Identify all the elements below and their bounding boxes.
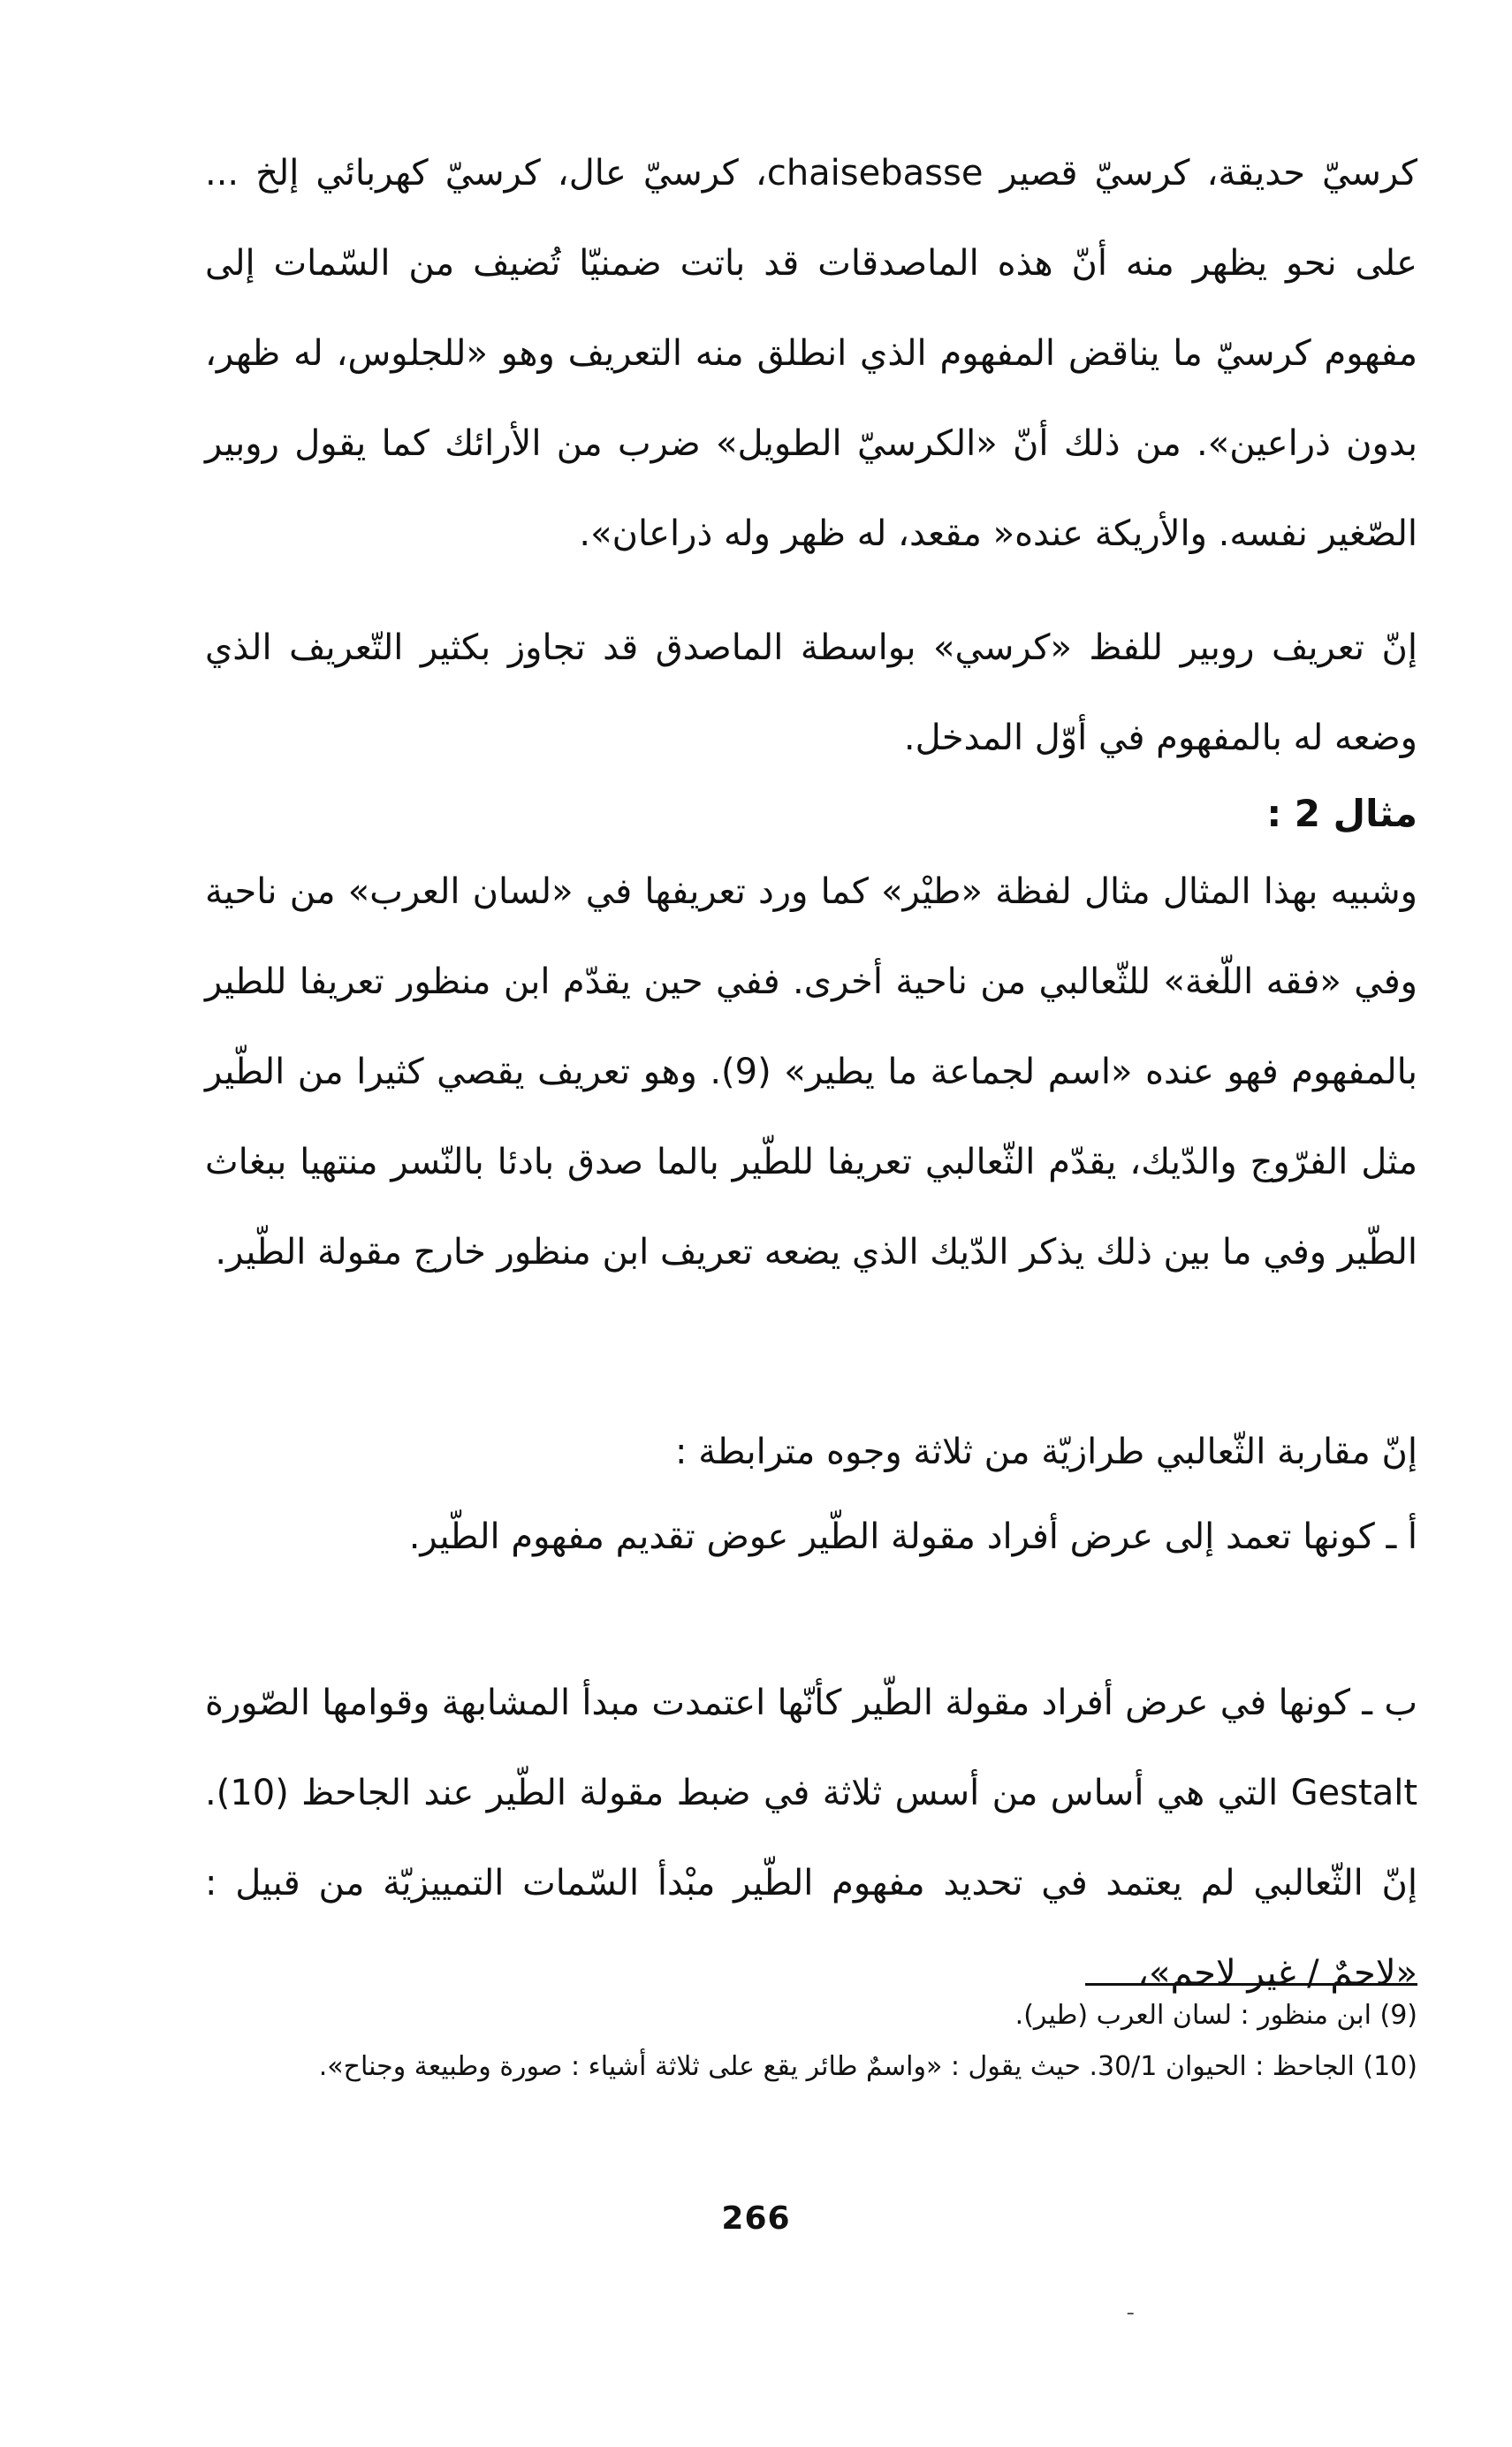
section-heading: مثال 2 : (1266, 792, 1417, 835)
footnote-9: (9) ابن منظور : لسان العرب (طير). (1014, 2000, 1417, 2031)
list-item-b: ب ـ كونها في عرض أفراد مقولة الطّير كأنّها اعتمدت مبدأ المشابهة وقوامها الصّورة Gestalt التي هي أساس من أسس ثلاثة في ضبط مقولة الطّير عند الجاحظ (10). إنّ الثّعالبي لم يعتمد في تحديد مفهوم الطّير مبْدأ السّمات التمييزيّة من قبيل : «لاحمٌ / غير لاحم»، (205, 1683, 1417, 1994)
footnotes (205, 1990, 1417, 2093)
page-number: 266 (721, 2200, 791, 2237)
body-paragraph-1: كرسيّ حديقة، كرسيّ قصير chaisebasse، كرسيّ عال، كرسيّ كهربائي إلخ ... على نحو يظهر منه أنّ هذه الماصدقات قد باتت ضمنيّا تُضيف من السّمات إلى مفهوم كرسيّ ما يناقض المفهوم الذي انطلق منه التعريف وهو «للجلوس، له ظهر، بدون ذراعين». من ذلك أنّ «الكرسيّ الطويل» ضرب من الأرائك كما يقول روبير الصّغير نفسه. والأريكة عنده« مقعد، له ظهر وله ذراعان». (205, 153, 1417, 554)
footnote-10: (10) الجاحظ : الحيوان 30/1. حيث يقول : «واسمٌ طائر يقع على ثلاثة أشياء : صورة وطبيعة وجناح». (318, 2051, 1417, 2082)
footnote-divider (1085, 1983, 1417, 1986)
body-paragraph-4: إنّ مقاربة الثّعالبي طرازيّة من ثلاثة وجوه مترابطة : (675, 1432, 1417, 1472)
marginal-mark: ـ (1128, 2298, 1134, 2320)
list-item-a: أ ـ كونها تعمد إلى عرض أفراد مقولة الطّير عوض تقديم مفهوم الطّير. (408, 1516, 1417, 1557)
body-paragraph-3: وشبيه بهذا المثال مثال لفظة «طيْر» كما ورد تعريفها في «لسان العرب» من ناحية وفي «فقه اللّغة» للثّعالبي من ناحية أخرى. ففي حين يقدّم ابن منظور تعريفا للطير بالمفهوم فهو عنده «اسم لجماعة ما يطير» (9). وهو تعريف يقصي كثيرا من الطّير مثل الفرّوج والدّيك، يقدّم الثّعالبي تعريفا للطّير بالما صدق بادئا بالنّسر منتهيا ببغاث الطّير وفي ما بين ذلك يذكر الدّيك الذي يضعه تعريف ابن منظور خارج مقولة الطّير. (205, 871, 1417, 1273)
body-paragraph-2: إنّ تعريف روبير للفظ «كرسي» بواسطة الماصدق قد تجاوز بكثير التّعريف الذي وضعه له بالمفهوم في أوّل المدخل. (205, 627, 1417, 758)
